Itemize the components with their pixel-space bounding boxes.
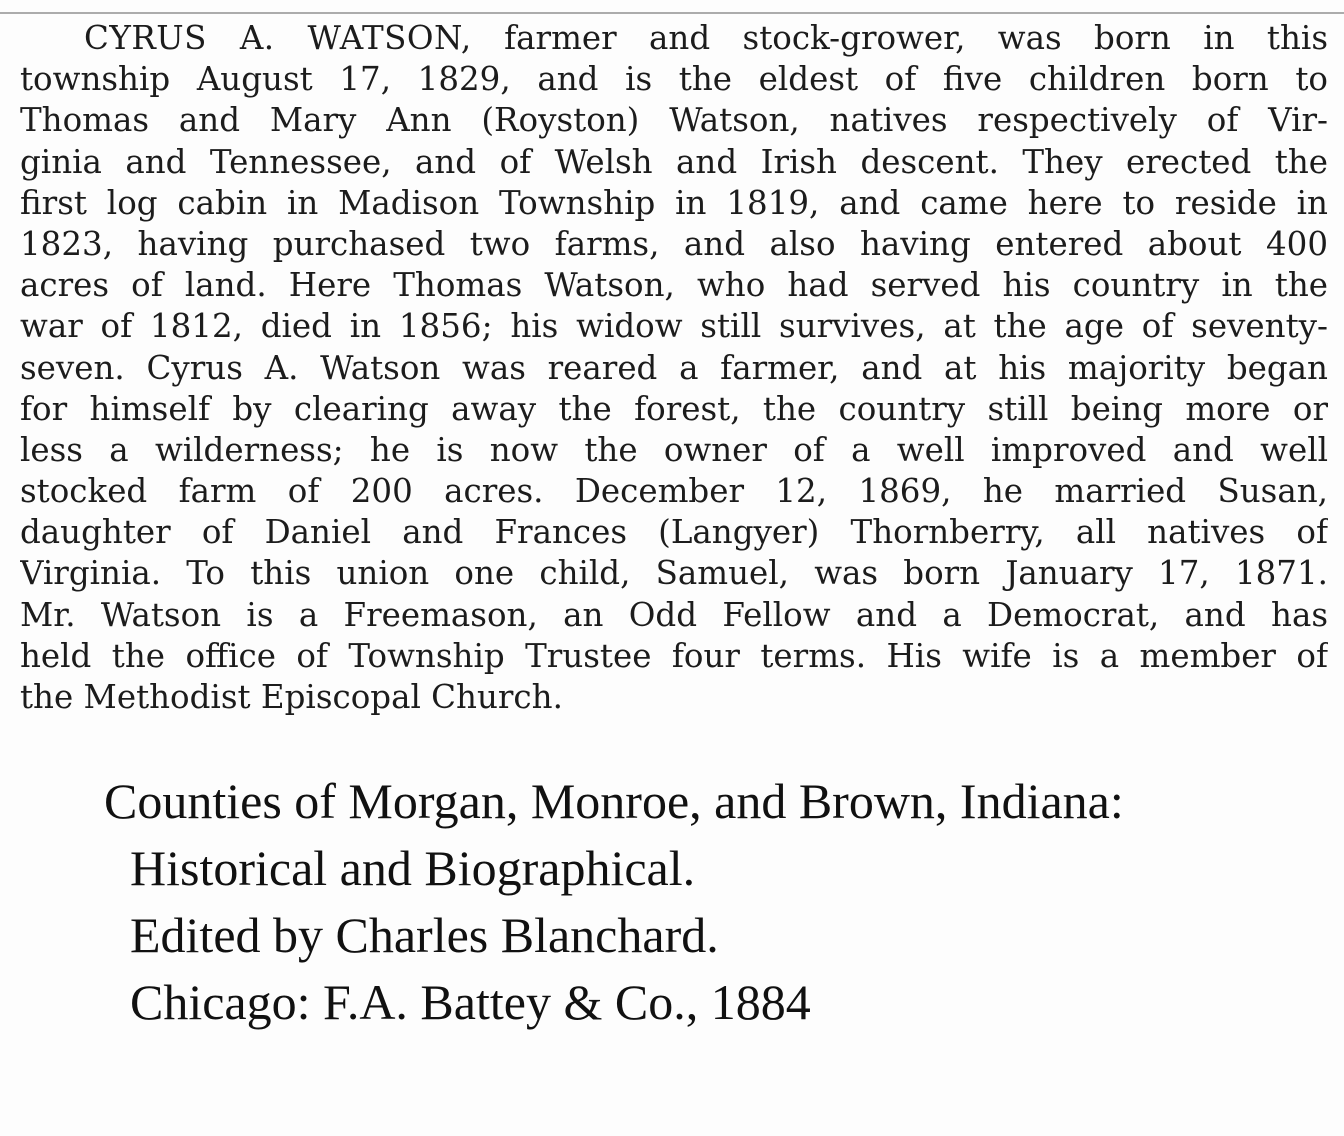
citation-editor: Edited by Charles Blanchard.	[130, 907, 719, 963]
article-line-12: stocked farm of 200 acres. December 12, 1869, he married Susan,	[20, 472, 1328, 511]
clipping-edge	[0, 12, 1344, 14]
article-line-1-text: farmer and stock-grower, was born in this	[504, 19, 1328, 57]
article-line-10: for himself by clearing away the forest, the country still being more or	[20, 389, 1328, 428]
citation-title: Counties of Morgan, Monroe, and Brown, Indiana:	[104, 773, 1124, 829]
article-line-2: township August 17, 1829, and is the eldest of five children born to	[20, 60, 1328, 99]
article-line-11: less a wilderness; he is now the owner of a well improved and well	[20, 430, 1328, 469]
article-line-5: first log cabin in Madison Township in 1819, and came here to reside in	[20, 183, 1328, 222]
citation-subtitle: Historical and Biographical.	[130, 840, 696, 896]
source-citation	[104, 768, 1324, 1036]
article-line-6: 1823, having purchased two farms, and also having entered about 400	[20, 224, 1328, 263]
article-line-14: Virginia. To this union one child, Samuel, was born January 17, 1871.	[20, 554, 1328, 593]
citation-publisher: Chicago: F.A. Battey & Co., 1884	[130, 974, 811, 1030]
subject-name: CYRUS A. WATSON,	[84, 19, 472, 57]
article-line-7: acres of land. Here Thomas Watson, who had served his country in the	[20, 266, 1328, 305]
article-line-9: seven. Cyrus A. Watson was reared a farmer, and at his majority began	[20, 348, 1328, 387]
article-line-16: held the office of Township Trustee four terms. His wife is a member of	[20, 636, 1328, 675]
article-line-13: daughter of Daniel and Frances (Langyer) Thornberry, all natives of	[20, 513, 1328, 552]
article-line-4: ginia and Tennessee, and of Welsh and Irish descent. They erected the	[20, 142, 1328, 181]
article-line-8: war of 1812, died in 1856; his widow still survives, at the age of seventy-	[20, 307, 1328, 346]
article-line-3: Thomas and Mary Ann (Royston) Watson, natives respectively of Vir-	[20, 101, 1328, 140]
article-line-1	[20, 18, 1328, 59]
article-line-15: Mr. Watson is a Freemason, an Odd Fellow and a Democrat, and has	[20, 595, 1328, 634]
article-line-17: the Methodist Episcopal Church.	[20, 678, 563, 716]
biography-article	[20, 18, 1328, 718]
